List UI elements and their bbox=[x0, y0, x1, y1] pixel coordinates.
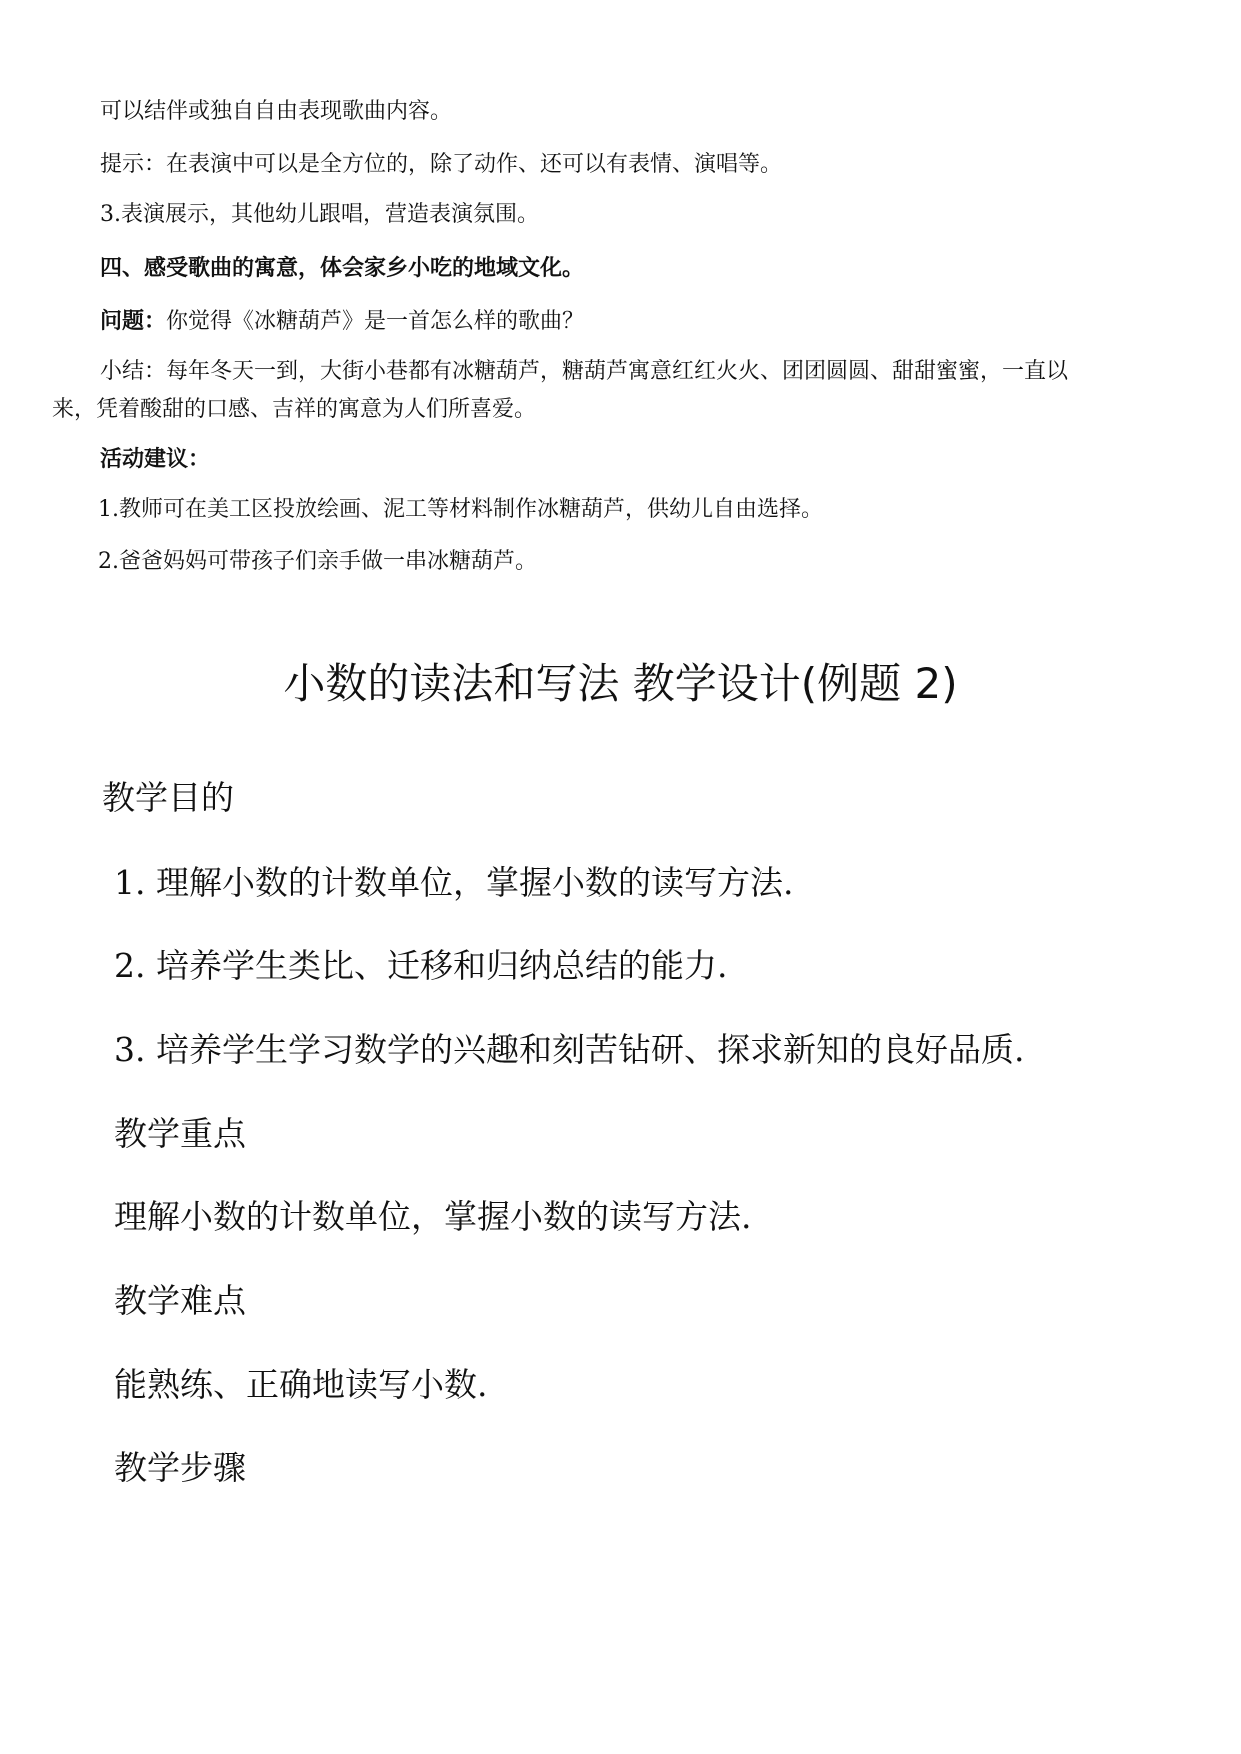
lesson-title: 小数的读法和写法 教学设计(例题 2) bbox=[283, 659, 958, 708]
suggestion-item-2: 2.爸爸妈妈可带孩子们亲手做一串冰糖葫芦。 bbox=[98, 549, 537, 574]
paragraph-question bbox=[100, 305, 584, 338]
difficulty-text: 能熟练、正确地读写小数. bbox=[114, 1365, 488, 1404]
paragraph-show: 3.表演展示，其他幼儿跟唱，营造表演氛围。 bbox=[100, 202, 539, 227]
goal-item-1: 1. 理解小数的计数单位，掌握小数的读写方法. bbox=[114, 863, 794, 902]
question-label: 问题： bbox=[100, 308, 167, 334]
goal-item-2: 2. 培养学生类比、迁移和归纳总结的能力. bbox=[114, 946, 728, 985]
suggestion-item-1: 1.教师可在美工区投放绘画、泥工等材料制作冰糖葫芦，供幼儿自由选择。 bbox=[98, 497, 823, 522]
steps-heading: 教学步骤 bbox=[114, 1448, 246, 1487]
key-point-text: 理解小数的计数单位，掌握小数的读写方法. bbox=[114, 1197, 752, 1236]
goals-heading: 教学目的 bbox=[102, 778, 234, 817]
suggestion-heading: 活动建议： bbox=[100, 446, 211, 472]
paragraph-summary: 小结：每年冬天一到，大街小巷都有冰糖葫芦，糖葫芦寓意红红火火、团团圆圆、甜甜蜜蜜，一直以来，凭着酸甜的口感、吉祥的寓意为人们所喜爱。 bbox=[52, 359, 1069, 422]
goal-item-3: 3. 培养学生学习数学的兴趣和刻苦钻研、探求新知的良好品质. bbox=[114, 1030, 1025, 1069]
paragraph-hint: 提示：在表演中可以是全方位的，除了动作、还可以有表情、演唱等。 bbox=[100, 152, 783, 177]
section-heading-four: 四、感受歌曲的寓意，体会家乡小吃的地域文化。 bbox=[100, 255, 585, 281]
question-text: 你觉得《冰糖葫芦》是一首怎么样的歌曲？ bbox=[166, 309, 585, 334]
difficulty-heading: 教学难点 bbox=[114, 1281, 246, 1320]
paragraph-free-performance: 可以结伴或独自自由表现歌曲内容。 bbox=[100, 99, 453, 124]
key-point-heading: 教学重点 bbox=[114, 1114, 246, 1153]
